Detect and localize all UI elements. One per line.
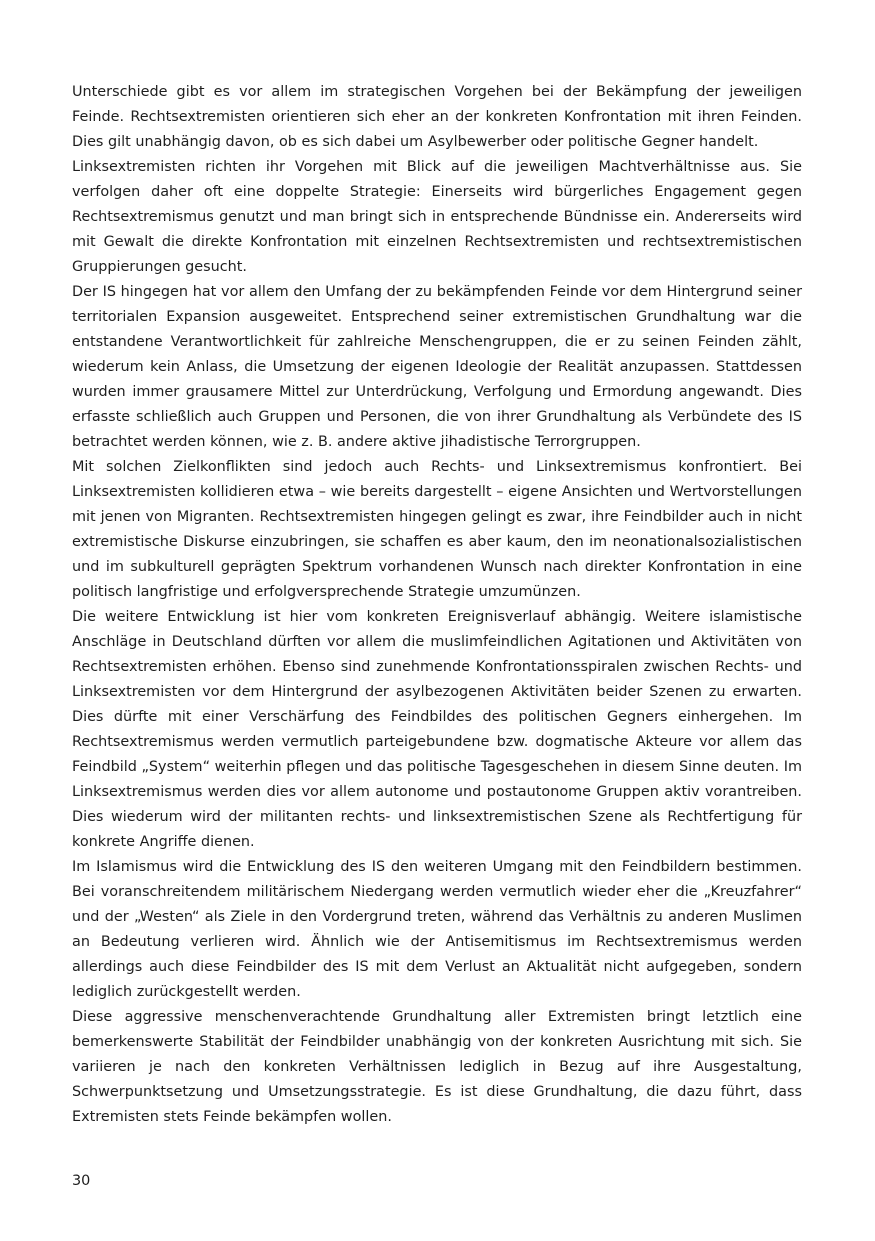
paragraph: Linksextremisten richten ihr Vorgehen mit Blick auf die jeweiligen Machtverhältnisse aus. Sie verfolgen daher oft eine doppelte Strategie: Einerseits wird bürgerliches Engagement gegen Rechtsextremismus genutzt und man bringt sich in entsprechende Bündnisse ein. Andererseits wird mit Gewalt die direkte Konfrontation mit einzelnen Rechtsextremisten und rechtsextremistischen Gruppierungen gesucht. bbox=[72, 159, 802, 275]
paragraph: Der IS hingegen hat vor allem den Umfang der zu bekämpfenden Feinde vor dem Hintergrund seiner territorialen Expansion ausgeweitet. Entsprechend seiner extremistischen Grundhaltung war die entstandene Verantwortlichkeit für zahlreiche Menschengruppen, die er zu seinen Feinden zählt, wiederum kein Anlass, die Umsetzung der eigenen Ideologie der Realität anzupassen. Stattdessen wurden immer grausamere Mittel zur Unterdrückung, Verfolgung und Ermordung angewandt. Dies erfasste schließlich auch Gruppen und Personen, die von ihrer Grundhaltung als Verbündete des IS betrachtet werden können, wie z. B. andere aktive jihadistische Terrorgruppen. bbox=[72, 284, 802, 450]
page-number: 30 bbox=[72, 1173, 91, 1189]
paragraph: Im Islamismus wird die Entwicklung des IS den weiteren Umgang mit den Feindbildern bestimmen. Bei voranschreitendem militärischem Niedergang werden vermutlich wieder eher die „Kreuzfahrer“ und der „Westen“ als Ziele in den Vordergrund treten, während das Verhältnis zu anderen Muslimen an Bedeutung verlieren wird. Ähnlich wie der Antisemitismus im Rechtsextremismus werden allerdings auch diese Feindbilder des IS mit dem Verlust an Aktualität nicht aufgegeben, sondern lediglich zurückgestellt werden. bbox=[72, 859, 802, 1000]
paragraph: Mit solchen Zielkonflikten sind jedoch auch Rechts- und Linksextremismus konfrontiert. Bei Linksextremisten kollidieren etwa – wie bereits dargestellt – eigene Ansichten und Wertvorstellungen mit jenen von Migranten. Rechtsextremisten hingegen gelingt es zwar, ihre Feindbilder auch in nicht extremistische Diskurse einzubringen, sie schaffen es aber kaum, den im neonationalsozialistischen und im subkulturell geprägten Spektrum vorhandenen Wunsch nach direkter Konfrontation in eine politisch langfristige und erfolgversprechende Strategie umzumünzen. bbox=[72, 459, 802, 600]
body-text bbox=[72, 80, 802, 1130]
paragraph: Unterschiede gibt es vor allem im strategischen Vorgehen bei der Bekämpfung der jeweiligen Feinde. Rechtsextremisten orientieren sich eher an der konkreten Konfrontation mit ihren Feinden. Dies gilt unabhängig davon, ob es sich dabei um Asylbewerber oder politische Gegner handelt. bbox=[72, 84, 802, 150]
paragraph: Diese aggressive menschenverachtende Grundhaltung aller Extremisten bringt letztlich eine bemerkenswerte Stabilität der Feindbilder unabhängig von der konkreten Ausrichtung mit sich. Sie variieren je nach den konkreten Verhältnissen lediglich in Bezug auf ihre Ausgestaltung, Schwerpunktsetzung und Umsetzungsstrategie. Es ist diese Grundhaltung, die dazu führt, dass Extremisten stets Feinde bekämpfen wollen. bbox=[72, 1009, 802, 1125]
paragraph: Die weitere Entwicklung ist hier vom konkreten Ereignisverlauf abhängig. Weitere islamistische Anschläge in Deutschland dürften vor allem die muslimfeindlichen Agitationen und Aktivitäten von Rechtsextremisten erhöhen. Ebenso sind zunehmende Konfrontationsspiralen zwischen Rechts- und Linksextremisten vor dem Hintergrund der asylbezogenen Aktivitäten beider Szenen zu erwarten. Dies dürfte mit einer Verschärfung des Feindbildes des politischen Gegners einhergehen. Im Rechtsextremismus werden vermutlich parteigebundene bzw. dogmatische Akteure vor allem das Feindbild „System“ weiterhin pflegen und das politische Tagesgeschehen in diesem Sinne deuten. Im Linksextremismus werden dies vor allem autonome und postautonome Gruppen aktiv vorantreiben. Dies wiederum wird der militanten rechts- und linksextremistischen Szene als Rechtfertigung für konkrete Angriffe dienen. bbox=[72, 609, 802, 850]
